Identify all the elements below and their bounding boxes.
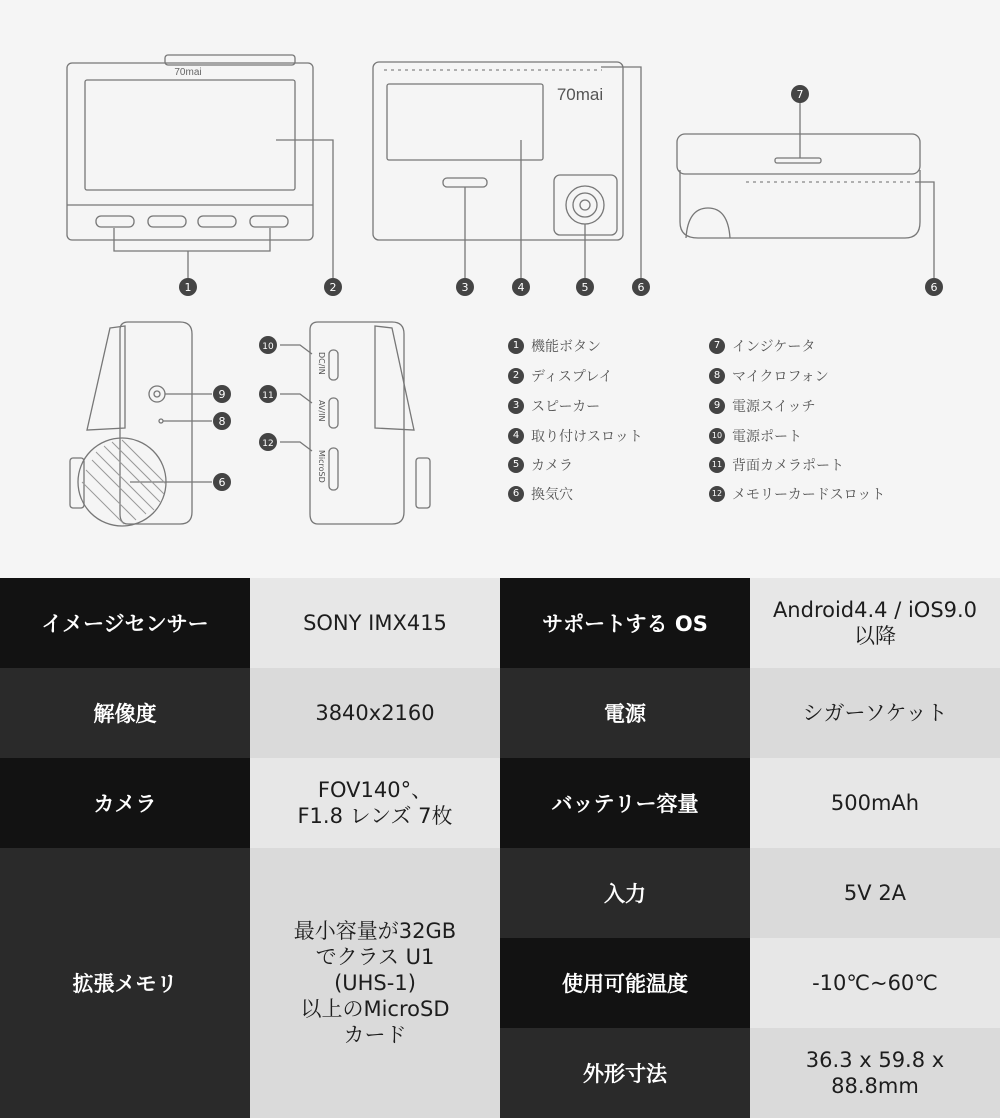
callout-6a: 6 bbox=[637, 281, 645, 294]
legend-item: 10 電源ポート bbox=[709, 426, 802, 446]
spec-value: 36.3 x 59.8 x 88.8mm bbox=[750, 1028, 1000, 1118]
dc-in-label: DC/IN bbox=[317, 352, 326, 375]
spec-value: FOV140°、 F1.8 レンズ 7枚 bbox=[250, 758, 500, 848]
callout-9: 9 bbox=[218, 388, 226, 401]
spec-table bbox=[0, 578, 1000, 1118]
spec-value: 3840x2160 bbox=[250, 668, 500, 758]
spec-label: 外形寸法 bbox=[500, 1028, 750, 1118]
legend-item: 2 ディスプレイ bbox=[508, 366, 613, 386]
spec-label: バッテリー容量 bbox=[500, 758, 750, 848]
callout-1: 1 bbox=[184, 281, 192, 294]
legend-item: 3 スピーカー bbox=[508, 396, 600, 416]
spec-label: 解像度 bbox=[0, 668, 250, 758]
microsd-slot-icon bbox=[329, 448, 338, 490]
right-side-view bbox=[280, 322, 430, 524]
brand-logo-back: 70mai bbox=[556, 85, 604, 104]
callout-5: 5 bbox=[581, 281, 589, 294]
microsd-label: MicroSD bbox=[317, 450, 326, 483]
legend-item: 12 メモリーカードスロット bbox=[709, 484, 885, 504]
callout-6b: 6 bbox=[930, 281, 938, 294]
spec-value: SONY IMX415 bbox=[250, 578, 500, 668]
indicator-icon bbox=[775, 158, 821, 163]
callout-12: 12 bbox=[262, 439, 274, 449]
legend-item: 1 機能ボタン bbox=[508, 336, 601, 356]
legend-item: 8 マイクロフォン bbox=[709, 366, 829, 386]
callout-8: 8 bbox=[218, 415, 226, 428]
callout-4: 4 bbox=[517, 281, 525, 294]
legend-item: 4 取り付けスロット bbox=[508, 426, 643, 446]
spec-value: 最小容量が32GB でクラス U1 (UHS-1) 以上のMicroSD カード bbox=[250, 848, 500, 1118]
callout-6c: 6 bbox=[218, 476, 226, 489]
top-view bbox=[677, 102, 934, 278]
spec-label: イメージセンサー bbox=[0, 578, 250, 668]
dc-in-port-icon bbox=[329, 350, 338, 380]
brand-logo-front: 70mai bbox=[174, 67, 202, 78]
speaker-icon bbox=[443, 178, 487, 187]
legend-item: 7 インジケータ bbox=[709, 336, 815, 356]
spec-label: サポートする OS bbox=[500, 578, 750, 668]
av-in-label: AV/IN bbox=[317, 400, 326, 422]
spec-label: 拡張メモリ bbox=[0, 848, 250, 1118]
callout-3: 3 bbox=[461, 281, 469, 294]
legend-item: 11 背面カメラポート bbox=[709, 455, 844, 475]
callout-11: 11 bbox=[262, 391, 274, 401]
mount-icon bbox=[686, 208, 730, 238]
front-view bbox=[67, 55, 333, 278]
left-side-view bbox=[70, 322, 212, 526]
callout-10: 10 bbox=[262, 342, 274, 352]
spec-value: -10℃~60℃ bbox=[750, 938, 1000, 1028]
legend-item: 9 電源スイッチ bbox=[709, 396, 815, 416]
av-in-port-icon bbox=[329, 398, 338, 428]
spec-label: 入力 bbox=[500, 848, 750, 938]
spec-label: カメラ bbox=[0, 758, 250, 848]
spec-value: シガーソケット bbox=[750, 668, 1000, 758]
callout-2: 2 bbox=[329, 281, 337, 294]
legend-item: 5 カメラ bbox=[508, 455, 573, 475]
function-button-icon bbox=[96, 216, 134, 227]
spec-label: 使用可能温度 bbox=[500, 938, 750, 1028]
spec-label: 電源 bbox=[500, 668, 750, 758]
spec-value: 5V 2A bbox=[750, 848, 1000, 938]
power-switch-icon bbox=[149, 386, 165, 402]
callout-7: 7 bbox=[796, 88, 804, 101]
spec-value: 500mAh bbox=[750, 758, 1000, 848]
spec-value: Android4.4 / iOS9.0 以降 bbox=[750, 578, 1000, 668]
camera-lens-icon bbox=[566, 186, 604, 224]
legend-item: 6 換気穴 bbox=[508, 484, 573, 504]
